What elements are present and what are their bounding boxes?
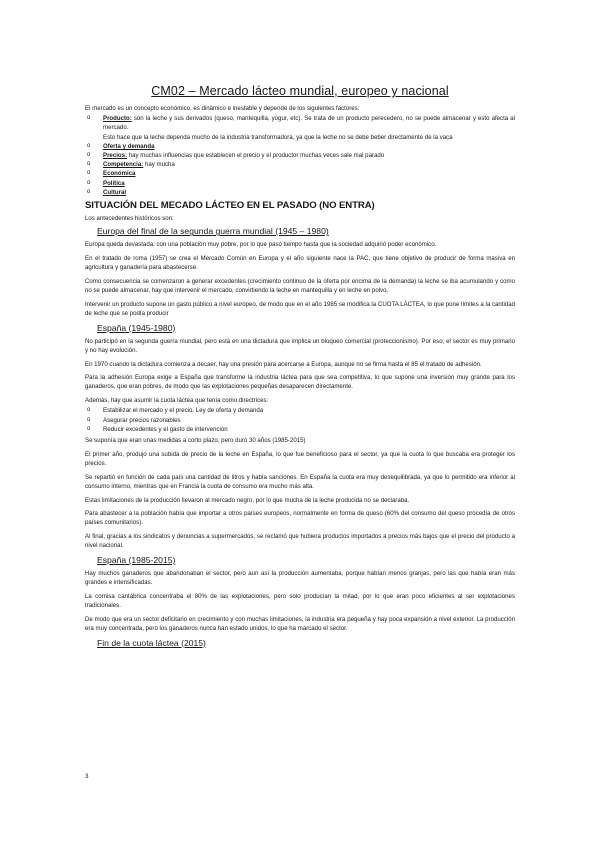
- directrices-list: [85, 406, 515, 434]
- circle-bullet-icon: o: [87, 161, 91, 168]
- paragraph: Además, hay que asumir la cuota láctea que tenía como directrices:: [85, 397, 269, 405]
- factor-text: son la leche y sus derivados (queso, mantequilla, yogur, etc). Se trata de un producto perecedero, no se puede almacenar y esto afecta al mercado.: [103, 115, 515, 132]
- paragraph: Para la adhesión Europa exige a España que transforme la industria láctea para que sea competitiva, lo que supone una inversión muy grande para los ganaderos, que eran pobres, de modo que las explotaciones pequeñas desaparecen directamente.: [85, 374, 515, 391]
- factor-term: Cultural: [103, 188, 127, 196]
- directriz-item: [85, 416, 515, 425]
- factor-term: Oferta y demanda: [103, 142, 155, 150]
- circle-bullet-icon: o: [87, 425, 91, 432]
- factor-text: hay muchas influencias que establecen el precio y el productor muchas veces sale mal parado: [127, 152, 385, 160]
- subheading-fin-cuota: Fin de la cuota láctea (2015): [97, 637, 206, 648]
- factor-item: [85, 179, 515, 188]
- factor-text: hay mucha: [143, 161, 175, 169]
- subheading-europa: Europa del final de la segunda guerra mundial (1945 – 1980): [97, 226, 329, 237]
- paragraph: En el tratado de roma (1957) se crea el Mercado Común en Europa y el año siguiente nace la PAC, que tiene objetivo de producir de forma masiva en agricultura y ganadería para abastecerse.: [85, 254, 515, 272]
- factor-item: [85, 169, 515, 178]
- paragraph: Como consecuencia se comenzaron a generar excedentes (crecimiento continuo de la oferta por encima de la demanda) la leche se iba acumulando y como no se puede almacenar, hay que intervenir el mercado, convirtiendo la leche en mantequilla y en leche en polvo.: [85, 277, 515, 295]
- paragraph: Para abastecer a la población había que importar a otros países europeos, normalmente en forma de queso (60% del consumo del queso procedía de otros países comunitarios).: [85, 510, 515, 527]
- factor-item: [85, 142, 515, 151]
- directriz-text: Reducir excedentes y el gasto de intervención: [103, 425, 228, 433]
- paragraph: No participó en la segunda guerra mundial, pero está en una dictadura que implica un bloqueo comercial (proteccionismo). Por eso, el sector es muy primario y no hay evolución.: [85, 337, 515, 354]
- factor-term: Precios:: [103, 152, 128, 160]
- document-title: CM02 – Mercado lácteo mundial, europeo y nacional: [151, 84, 449, 98]
- paragraph: En 1970 cuando la dictadura comienza a decaer, hay una presión para acercarse a Europa, aunque no se firma hasta el 85 el tratado de adhesión.: [85, 360, 482, 368]
- section-heading: SITUACIÓN DEL MECADO LÁCTEO EN EL PASADO (NO ENTRA): [85, 200, 375, 212]
- paragraph: Hay muchos ganaderos que abandonaban el sector, pero aun así la producción aumentaba, porque habían menos granjas, pero las que había eran más grandes e intensificadas.: [85, 570, 515, 587]
- factor-term: Política: [103, 179, 125, 187]
- factor-extra: Esto hace que la leche dependa mucho de la industria transformadora, ya que la leche no se debe beber directamente de la vaca: [103, 133, 453, 141]
- paragraph: De modo que era un sector deficitario en crecimiento y con muchas limitaciones, la industria era pequeña y hay poca expansión a nivel exterior. La producción era muy concentrada, pero los ganaderos nunca han estado unidos, lo que ha marcado el sector.: [85, 615, 515, 633]
- circle-bullet-icon: o: [87, 416, 91, 423]
- subheading-espana-1985: España (1985-2015): [97, 555, 176, 566]
- page-content: [85, 84, 515, 652]
- circle-bullet-icon: o: [87, 152, 91, 159]
- circle-bullet-icon: o: [87, 170, 91, 177]
- circle-bullet-icon: o: [87, 179, 91, 186]
- circle-bullet-icon: o: [87, 142, 91, 149]
- factor-term: Competencia:: [103, 161, 144, 169]
- factor-term: Económica: [103, 170, 136, 178]
- page-number: 3: [85, 773, 89, 780]
- paragraph: Se repartió en función de cada país una cantidad de litros y había sanciones. En España la cuota era muy desequilibrada, ya que lo permitido era inferior al consumo interno, mientras que en Francia la cuota de consumo era mucho más alta.: [85, 473, 515, 490]
- directriz-text: Estabilizar el mercado y el precio. Ley de oferta y demanda: [103, 407, 264, 415]
- directriz-item: [85, 406, 515, 415]
- factor-item: [85, 188, 515, 197]
- factors-list: [85, 114, 515, 197]
- circle-bullet-icon: o: [87, 115, 91, 122]
- antecedentes-paragraph: Los antecedentes históricos son:: [85, 215, 174, 223]
- intro-paragraph: El mercado es un concepto económico, es dinámico e inestable y depende de los siguientes factores:: [85, 105, 360, 112]
- paragraph: Intervenir un producto supone un gasto público a nivel europeo, de modo que en el año 1985 se modifica la CUOTA LÁCTEA, lo que pone límites a la cantidad de leche que se podía producir: [85, 300, 515, 317]
- directriz-item: [85, 425, 515, 434]
- paragraph: Se suponía que eran unas medidas a corto plazo, pero duró 30 años (1985-2015): [85, 436, 306, 444]
- paragraph: Europa queda devastada, con una población muy pobre, por lo que pasó tiempo hasta que la sociedad adquirió poder económico.: [85, 241, 437, 249]
- factor-item: [85, 160, 515, 169]
- factor-term: Producto:: [103, 115, 132, 123]
- subheading-espana-1945: España (1945-1980): [97, 322, 176, 333]
- factor-item: [85, 151, 515, 160]
- paragraph: Al final, gracias a los sindicatos y denuncias a supermercados, se reclamó que hubiera productos importados a precios más bajos que el precio del producto a nivel nacional.: [85, 533, 515, 550]
- paragraph: La cornisa cantábrica concentraba el 80% de las explotaciones, pero solo producían la mitad, por lo que eran poco eficientes al ser explotaciones tradicionales.: [85, 592, 515, 610]
- circle-bullet-icon: o: [87, 407, 91, 414]
- directriz-text: Asegurar precios razonables: [103, 416, 181, 424]
- factor-item: [85, 114, 515, 142]
- paragraph: Estas limitaciones de la producción llevaron al mercado negro, por lo que mucha de la leche producida no se declaraba.: [85, 496, 410, 504]
- circle-bullet-icon: o: [87, 188, 91, 195]
- paragraph: El primer año, produjo una subida de precio de la leche en España, lo que fue beneficioso para el sector, ya que la cuota lo que buscaba era proteger los precios.: [85, 450, 515, 467]
